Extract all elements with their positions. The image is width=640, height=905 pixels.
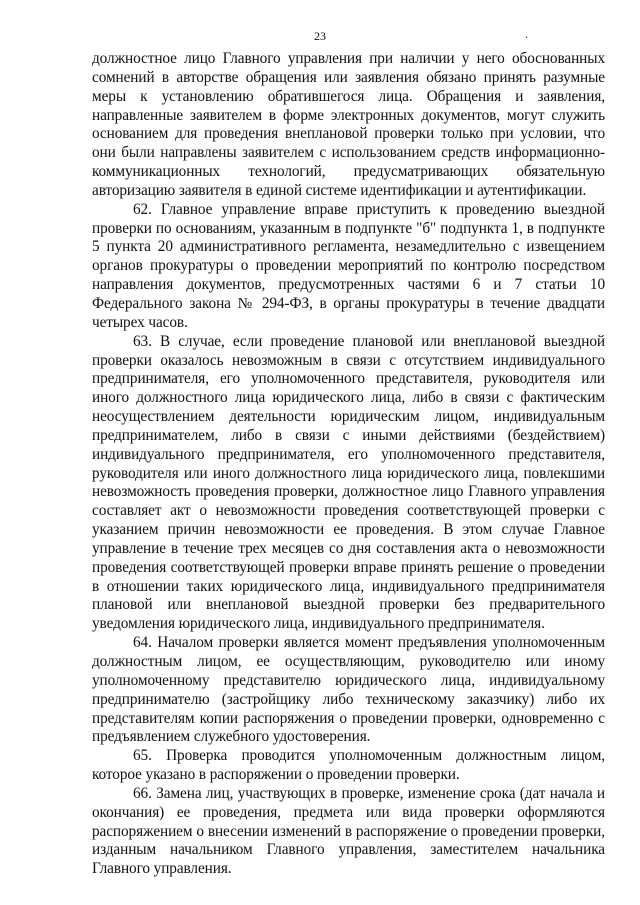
paragraph-63: 63. В случае, если проведение плановой или внеплановой выездной проверки оказалось невозможным в связи с отсутствием индивидуального предпринимателя, его уполномоченного представителя, руководителя или иного должностного лица юридического лица, либо в связи с фактическим неосуществлением деятельности юридическим лицом, индивидуальным предпринимателем, либо в связи с иными действиями (бездействием) индивидуального предпринимателя, его уполномоченного представителя, руководителя или иного должностного лица юридического лица, повлекшими невозможность проведения проверки, должностное лицо Главного управления составляет акт о невозможности проведения соответствующей проверки с указанием причин невозможности ее проведения. В этом случае Главное управление в течение трех месяцев со дня составления акта о невозможности проведения соответствующей проверки вправе принять решение о проведении в отношении таких юридического лица, индивидуального предпринимателя плановой или внеплановой выездной проверки без предварительного уведомления юридического лица, индивидуального предпринимателя. (92, 332, 605, 633)
paragraph-66: 66. Замена лиц, участвующих в проверке, изменение срока (дат начала и окончания) ее проведения, предмета или вида проверки оформляются распоряжением о внесении изменений в распоряжение о проведении проверки, изданным начальником Главного управления, заместителем начальника Главного управления. (92, 784, 605, 878)
paragraph-continuation: должностное лицо Главного управления при наличии у него обоснованных сомнений в авторстве обращения или заявления обязано принять разумные меры к установлению обратившегося лица. Обращения и заявления, направленные заявителем в форме электронных документов, могут служить основанием для проведения внеплановой проверки только при условии, что они были направлены заявителем с использованием средств информационно-коммуникационных технологий, предусматривающих обязательную авторизацию заявителя в единой системе идентификации и аутентификации. (92, 50, 605, 199)
document-body (92, 50, 605, 879)
paragraph-65: 65. Проверка проводится уполномоченным должностным лицом, которое указано в распоряжении о проведении проверки. (92, 747, 605, 784)
paragraph-62: 62. Главное управление вправе приступить к проведению выездной проверки по основаниям, указанным в подпункте "б" подпункта 1, в подпункте 5 пункта 20 административного регламента, незамедлительно с извещением органов прокуратуры о проведении мероприятий по контролю посредством направления документов, предусмотренных частями 6 и 7 статьи 10 Федерального закона № 294-ФЗ, в органы прокуратуры в течение двадцати четырех часов. (92, 200, 605, 331)
page-mark: . (525, 27, 528, 41)
paragraph-64: 64. Началом проверки является момент предъявления уполномоченным должностным лицом, ее осуществляющим, руководителю или иному уполномоченному представителю юридического лица, индивидуальному предпринимателю (застройщику либо техническому заказчику) либо их представителям копии распоряжения о проведении проверки, одновременно с предъявлением служебного удостоверения. (92, 634, 605, 746)
page-number: 23 (314, 29, 326, 43)
